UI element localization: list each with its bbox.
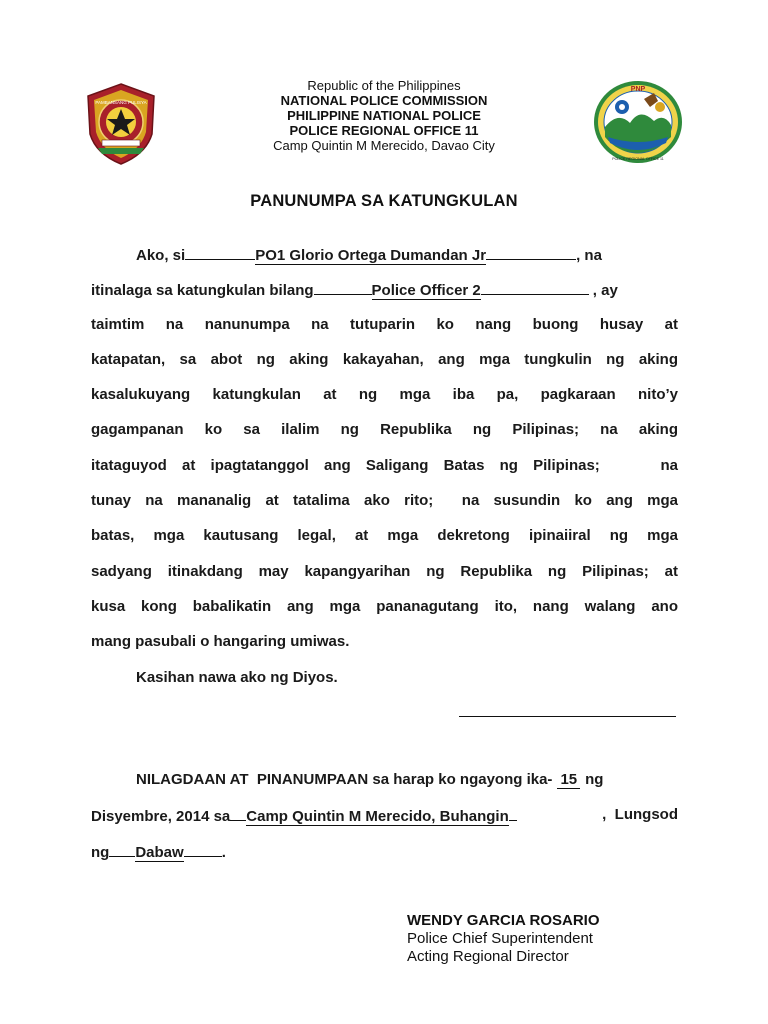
blank-line [486,242,576,260]
attest-period: . [221,843,226,861]
oath-body [91,242,678,701]
oath-officer-name: PO1 Glorio Ortega Dumandan Jr [255,247,487,264]
signatory-name: WENDY GARCIA ROSARIO [407,912,600,929]
right-logo-top-text: PNP [630,86,646,93]
blank-line [184,839,222,857]
attest-lungsod: , Lungsod [602,806,678,824]
oath-line-9: batas, mga kautusang legal, at mga dekretong ipinaiiral ng mga [91,527,678,545]
document-title: PANUNUMPA SA KATUNGKULAN [250,192,518,210]
oath-line-3: taimtim na nanunumpa na tutuparin ko nang buong husay at [91,315,678,333]
oath-line-11: kusa kong babalikatin ang mga pananagutang ito, nang walang ano [91,597,678,615]
attest-intro: NILAGDAAN AT PINANUMPAAN sa harap ko ngayong ika- [136,771,553,788]
attest-day: 15 [557,771,580,789]
oath-appointed: itinalaga sa katungkulan bilang [91,282,314,300]
oath-line1-end: , na [576,247,602,264]
oath-position: Police Officer 2 [371,282,481,300]
oath-line-12: mang pasubali o hangaring umiwas. [91,633,350,651]
header-pnp: PHILIPPINE NATIONAL POLICE [287,108,481,123]
attest-line-3 [91,839,678,874]
signatory-rank: Police Chief Superintendent [407,930,593,947]
oath-line2-end: , ay [592,282,618,300]
oath-line-8: tunay na mananalig at tatalima ako rito; na susundin ko ang mga [91,492,678,510]
signatory-block [407,912,600,966]
oath-line-2 [91,277,678,312]
header-regional-office: POLICE REGIONAL OFFICE 11 [289,123,479,138]
letterhead [0,78,768,153]
oath-line-4: katapatan, sa abot ng aking kakayahan, ang mga tungkulin ng aking [91,350,678,368]
affiant-signature-line [459,716,676,717]
attest-line-1 [91,768,678,803]
left-logo-text: PAMBANSANG PULISYA [95,100,147,105]
oath-intro: Ako, si [136,247,186,264]
oath-line-10: sadyang itinakdang may kapangyarihan ng Republika ng Pilipinas; at [91,562,678,580]
header-republic: Republic of the Philippines [307,78,461,93]
header-napolcom: NATIONAL POLICE COMMISSION [280,93,488,108]
blank-line [230,803,246,821]
attest-date: Disyembre, 2014 sa [91,808,231,826]
attest-city: Dabaw [135,843,184,861]
blank-line [185,242,255,260]
attest-line-2 [91,803,678,838]
attest-line1-end: ng [585,771,604,788]
right-logo-bottom-text: POLICE REGIONAL OFFICE 11 [612,157,664,161]
blank-line [481,277,589,295]
oath-line-7: itataguyod at ipagtatanggol ang Saligang Batas ng Pilipinas; na [91,456,678,474]
blank-line [109,839,135,857]
header-camp: Camp Quintin M Merecido, Davao City [273,138,495,153]
oath-line-5: kasalukuyang katungkulan at ng mga iba pa, pagkaraan nito’y [91,386,678,404]
oath-line-1 [91,242,678,277]
attest-ng: ng [91,843,110,861]
attestation [91,768,678,874]
attest-place: Camp Quintin M Merecido, Buhangin [246,808,509,826]
signatory-title: Acting Regional Director [407,948,569,965]
blank-line [314,277,372,295]
oath-line-6: gagampanan ko sa ilalim ng Republika ng Pilipinas; na aking [91,421,678,439]
oath-closing: Kasihan nawa ako ng Diyos. [136,668,338,686]
blank-line [509,803,517,821]
